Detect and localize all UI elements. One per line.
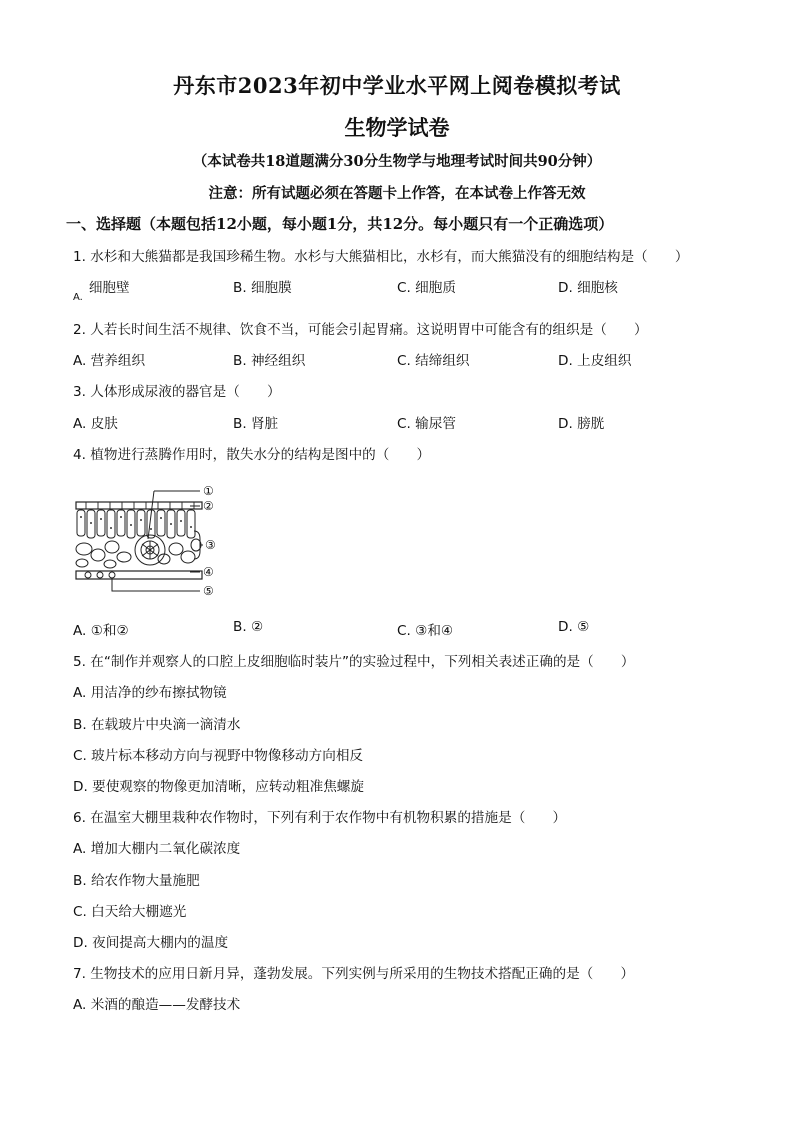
option-a-text: 细胞壁 (88, 280, 130, 296)
question-3-option-a: A. 皮肤 (73, 416, 118, 432)
question-4-option-c: C. ③和④ (397, 623, 454, 639)
question-5-option-c: C. 玻片标本移动方向与视野中物像移动方向相反 (73, 748, 364, 764)
exam-notice: 注意：所有试题必须在答题卡上作答，在本试卷上作答无效 (208, 185, 586, 202)
question-2-option-b: B. 神经组织 (233, 353, 306, 369)
figure-label-2: ② (203, 499, 214, 513)
leaf-cross-section-diagram (72, 473, 232, 603)
section-heading: 一、选择题（本题包括12小题，每小题1分，共12分。每小题只有一个正确选项） (66, 215, 614, 233)
question-4-option-a: A. ①和② (73, 623, 129, 639)
question-2-stem: 2. 人若长时间生活不规律、饮食不当，可能会引起胃痛。这说明胃中可能含有的组织是（ ） (73, 322, 648, 338)
question-7-option-a: A. 米酒的酿造——发酵技术 (73, 997, 241, 1013)
option-a-marker: A. (73, 292, 83, 303)
question-2-option-c: C. 结缔组织 (397, 353, 470, 369)
question-1-stem: 1. 水杉和大熊猫都是我国珍稀生物。水杉与大熊猫相比，水杉有，而大熊猫没有的细胞结构是（ ） (73, 249, 689, 265)
figure-label-4: ④ (203, 565, 214, 579)
question-6-option-a: A. 增加大棚内二氧化碳浓度 (73, 841, 241, 857)
question-3-option-d: D. 膀胱 (558, 416, 605, 432)
question-5-option-d: D. 要使观察的物像更加清晰，应转动粗准焦螺旋 (73, 779, 364, 795)
question-2-option-a: A. 营养组织 (73, 353, 146, 369)
question-1-option-b: B. 细胞膜 (233, 280, 292, 296)
question-5-stem: 5. 在“制作并观察人的口腔上皮细胞临时装片”的实验过程中，下列相关表述正确的是（ ） (73, 654, 635, 670)
question-6-option-b: B. 给农作物大量施肥 (73, 873, 200, 889)
question-4-option-b: B. ② (233, 619, 264, 635)
question-1-option-a (73, 276, 130, 303)
question-3-stem: 3. 人体形成尿液的器官是（ ） (73, 384, 281, 400)
question-4-stem: 4. 植物进行蒸腾作用时，散失水分的结构是图中的（ ） (73, 447, 431, 463)
question-1-option-c: C. 细胞质 (397, 280, 456, 296)
question-6-option-d: D. 夜间提高大棚内的温度 (73, 935, 229, 951)
figure-label-5: ⑤ (203, 584, 214, 598)
exam-subtitle: 生物学试卷 (344, 115, 450, 140)
exam-title: 丹东市2023年初中学业水平网上阅卷模拟考试 (173, 73, 621, 98)
figure-label-1: ① (203, 484, 214, 498)
question-4-option-d: D. ⑤ (558, 619, 590, 635)
question-5-option-a: A. 用洁净的纱布擦拭物镜 (73, 685, 227, 701)
question-2-option-d: D. 上皮组织 (558, 353, 632, 369)
question-5-option-b: B. 在载玻片中央滴一滴清水 (73, 717, 241, 733)
question-7-stem: 7. 生物技术的应用日新月异，蓬勃发展。下列实例与所采用的生物技术搭配正确的是（ ） (73, 966, 635, 982)
question-1-option-d: D. 细胞核 (558, 280, 618, 296)
exam-info: （本试卷共18道题满分30分生物学与地理考试时间共90分钟） (192, 153, 602, 170)
question-6-option-c: C. 白天给大棚遮光 (73, 904, 187, 920)
question-6-stem: 6. 在温室大棚里栽种农作物时，下列有利于农作物中有机物积累的措施是（ ） (73, 810, 567, 826)
question-3-option-b: B. 肾脏 (233, 416, 279, 432)
question-3-option-c: C. 输尿管 (397, 416, 456, 432)
figure-label-3: ③ (205, 538, 216, 552)
